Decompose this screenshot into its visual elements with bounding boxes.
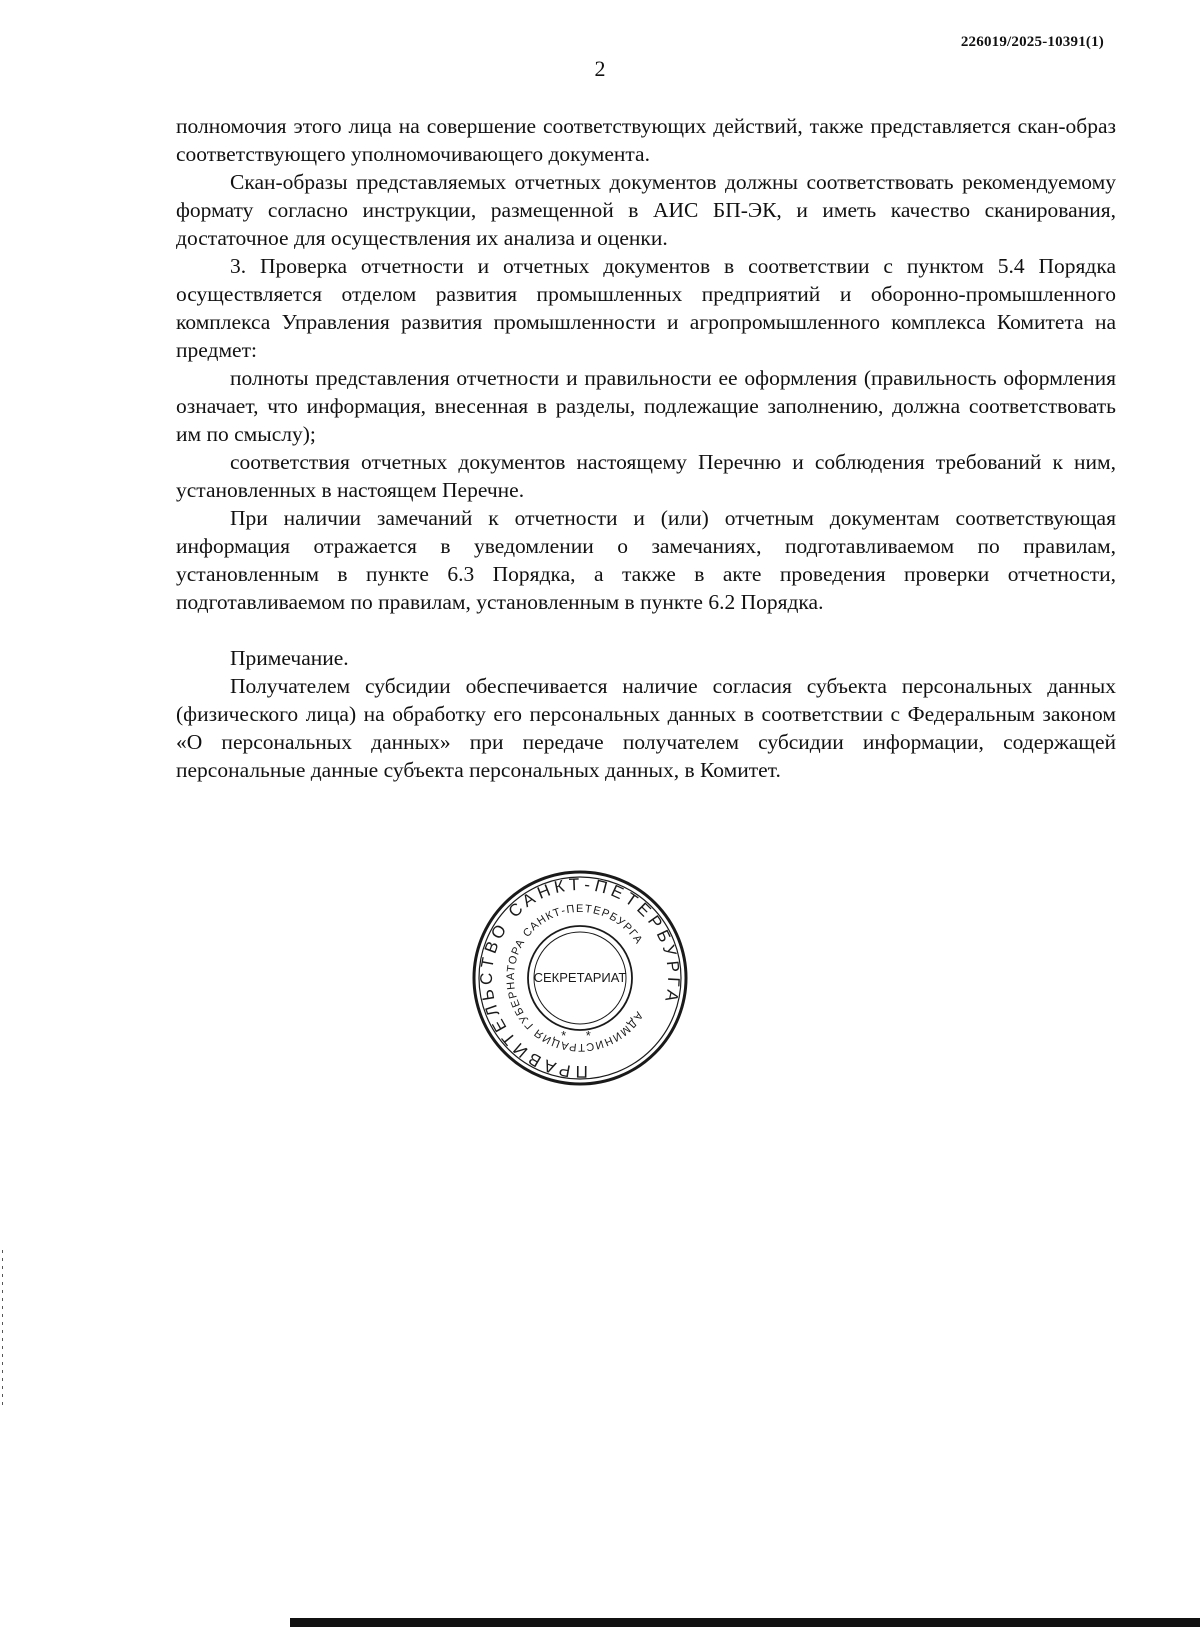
paragraph-scan-format: Скан-образы представляемых отчетных документов должны соответствовать рекомендуемому формату согласно инструкции, размещенной в АИС БП-ЭК, и иметь качество сканирования, достаточное для осуществления их анализа и оценки.	[176, 170, 1116, 250]
stamp-stars: * *	[561, 1028, 599, 1043]
secretariat-seal-stamp	[470, 868, 690, 1088]
note-title: Примечание.	[230, 646, 349, 670]
spacer	[176, 616, 1116, 644]
stamp-inner-text: АДМИНИСТРАЦИЯ ГУБЕРНАТОРА САНКТ-ПЕТЕРБУРГА	[504, 902, 645, 1054]
stamp-center-text: СЕКРЕТАРИАТ	[533, 970, 627, 985]
page-number: 2	[594, 56, 606, 81]
paragraph-check-3: 3. Проверка отчетности и отчетных документов в соответствии с пунктом 5.4 Порядка осуществляется отделом развития промышленных предприятий и оборонно-промышленного комплекса Управления развития промышленности и агропромышленного комплекса Комитета на предмет:	[176, 254, 1116, 362]
document-number: 226019/2025-10391(1)	[960, 34, 1104, 50]
paragraph-continuation: полномочия этого лица на совершение соответствующих действий, также представляется скан-образ соответствующего уполномочивающего документа.	[176, 114, 1116, 166]
document-body	[176, 112, 1116, 784]
scan-edge-line	[2, 1250, 3, 1410]
scan-bottom-bar	[290, 1618, 1200, 1627]
paragraph-completeness: полноты представления отчетности и правильности ее оформления (правильность оформления означает, что информация, внесенная в разделы, подлежащие заполнению, должна соответствовать им по смыслу);	[176, 366, 1116, 446]
note-text: Получателем субсидии обеспечивается наличие согласия субъекта персональных данных (физического лица) на обработку его персональных данных в соответствии с Федеральным законом «О персональных данных» при передаче получателем субсидии информации, содержащей персональные данные субъекта персональных данных, в Комитет.	[176, 674, 1116, 782]
paragraph-remarks: При наличии замечаний к отчетности и (или) отчетным документам соответствующая информация отражается в уведомлении о замечаниях, подготавливаемом по правилам, установленным в пункте 6.3 Порядка, а также в акте проведения проверки отчетности, подготавливаемом по правилам, установленным в пункте 6.2 Порядка.	[176, 506, 1116, 614]
stamp-outer-text: ПРАВИТЕЛЬСТВО САНКТ-ПЕТЕРБУРГА	[476, 874, 684, 1082]
paragraph-compliance: соответствия отчетных документов настоящему Перечню и соблюдения требований к ним, установленных в настоящем Перечне.	[176, 450, 1116, 502]
